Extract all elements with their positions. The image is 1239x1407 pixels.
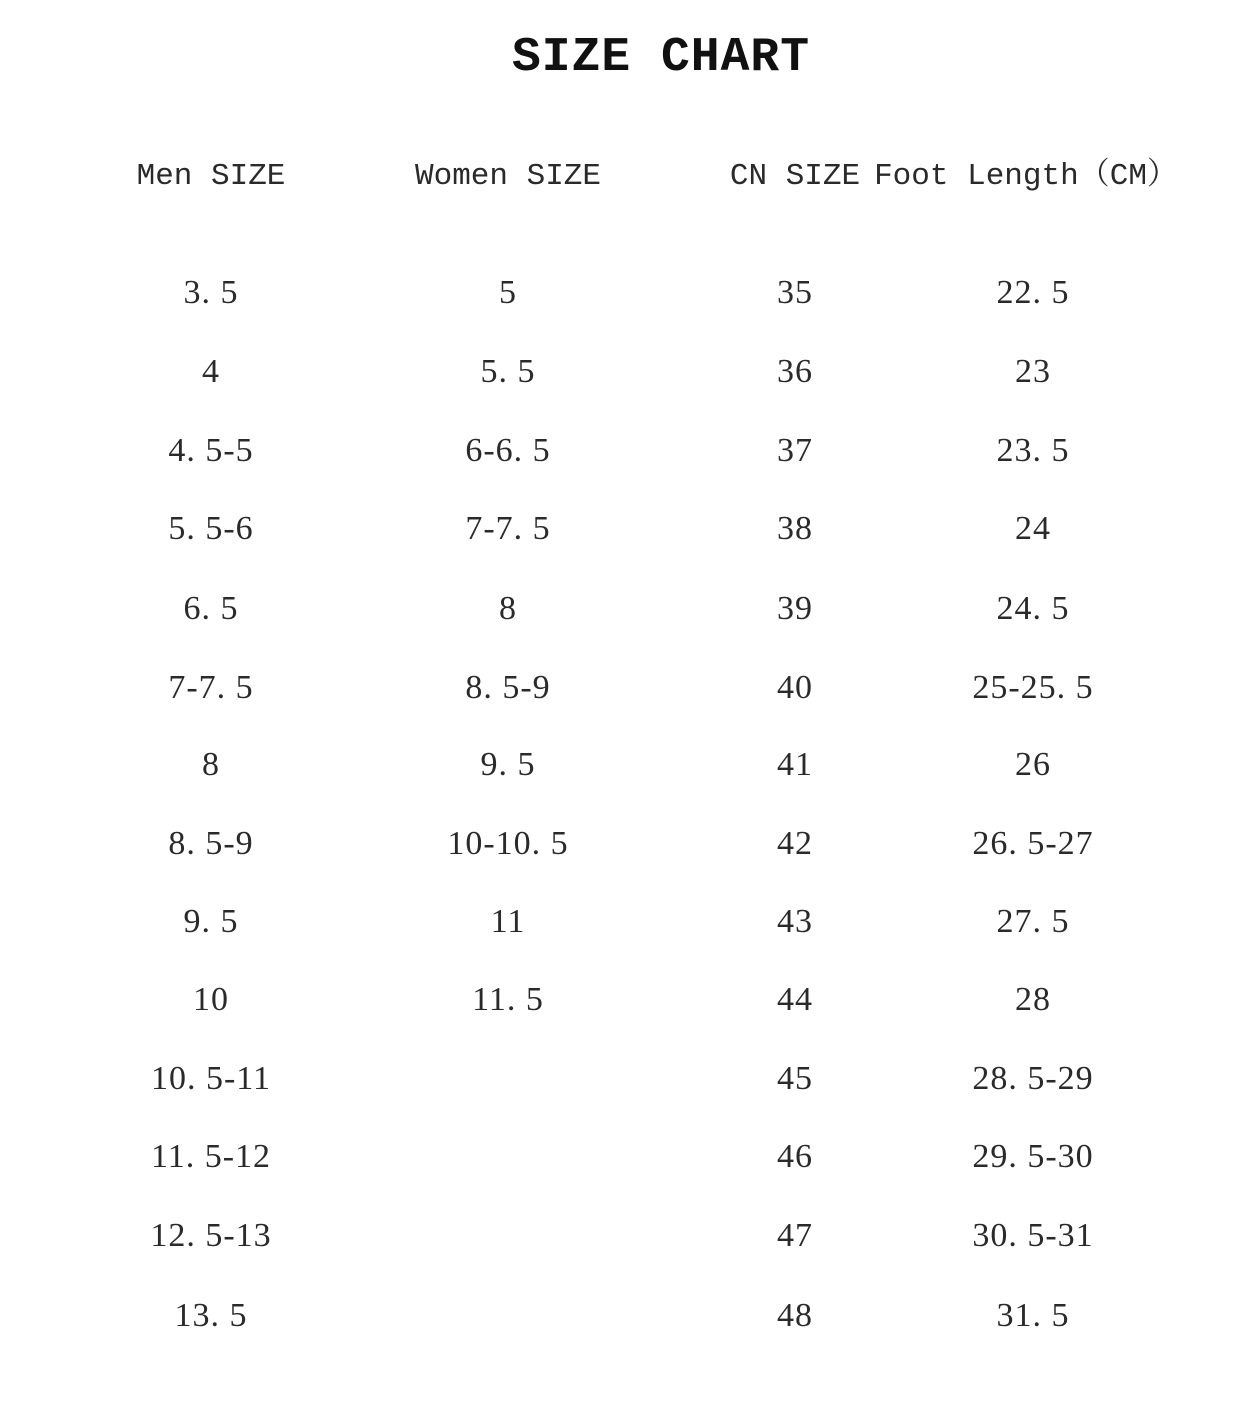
cell-foot-length: 23. 5 <box>996 432 1070 469</box>
cell-foot-length: 30. 5-31 <box>972 1217 1094 1254</box>
cell-cn-size: 36 <box>777 353 813 390</box>
cell-foot-length: 28 <box>1015 981 1051 1018</box>
cell-foot-length: 28. 5-29 <box>972 1060 1094 1097</box>
cell-women-size: 11. 5 <box>472 981 544 1018</box>
cell-women-size: 5 <box>499 274 517 311</box>
cell-cn-size: 45 <box>777 1060 813 1097</box>
column-header-men-size: Men SIZE <box>136 159 286 194</box>
cell-men-size: 13. 5 <box>174 1297 248 1334</box>
cell-men-size: 10 <box>193 981 229 1018</box>
cell-men-size: 7-7. 5 <box>168 669 254 706</box>
cell-cn-size: 35 <box>777 274 813 311</box>
cell-men-size: 12. 5-13 <box>150 1217 272 1254</box>
cell-men-size: 10. 5-11 <box>150 1060 272 1097</box>
cell-cn-size: 46 <box>777 1138 813 1175</box>
cell-foot-length: 29. 5-30 <box>972 1138 1094 1175</box>
column-header-cn-size: CN SIZE <box>729 159 861 194</box>
cell-cn-size: 47 <box>777 1217 813 1254</box>
cell-cn-size: 41 <box>777 746 813 783</box>
column-header-foot-length: Foot Length（CM） <box>874 159 1178 194</box>
cell-foot-length: 26. 5-27 <box>972 825 1094 862</box>
cell-women-size: 11 <box>490 903 526 940</box>
cell-women-size: 9. 5 <box>480 746 536 783</box>
cell-foot-length: 25-25. 5 <box>972 669 1094 706</box>
cell-women-size: 8. 5-9 <box>465 669 551 706</box>
cell-women-size: 10-10. 5 <box>447 825 569 862</box>
cell-men-size: 8 <box>202 746 220 783</box>
column-header-women-size: Women SIZE <box>414 159 602 194</box>
cell-cn-size: 37 <box>777 432 813 469</box>
cell-cn-size: 43 <box>777 903 813 940</box>
page-title: SIZE CHART <box>511 31 811 85</box>
cell-men-size: 11. 5-12 <box>150 1138 272 1175</box>
cell-cn-size: 40 <box>777 669 813 706</box>
cell-foot-length: 24 <box>1015 510 1051 547</box>
cell-women-size: 5. 5 <box>480 353 536 390</box>
cell-cn-size: 38 <box>777 510 813 547</box>
cell-men-size: 4 <box>202 353 220 390</box>
cell-women-size: 8 <box>499 590 517 627</box>
cell-men-size: 6. 5 <box>183 590 239 627</box>
cell-foot-length: 26 <box>1015 746 1051 783</box>
cell-cn-size: 44 <box>777 981 813 1018</box>
cell-men-size: 9. 5 <box>183 903 239 940</box>
cell-foot-length: 24. 5 <box>996 590 1070 627</box>
cell-men-size: 3. 5 <box>183 274 239 311</box>
cell-cn-size: 39 <box>777 590 813 627</box>
cell-men-size: 4. 5-5 <box>168 432 254 469</box>
cell-men-size: 5. 5-6 <box>168 510 254 547</box>
cell-women-size: 6-6. 5 <box>465 432 551 469</box>
cell-cn-size: 48 <box>777 1297 813 1334</box>
cell-foot-length: 22. 5 <box>996 274 1070 311</box>
cell-women-size: 7-7. 5 <box>465 510 551 547</box>
cell-foot-length: 27. 5 <box>996 903 1070 940</box>
cell-men-size: 8. 5-9 <box>168 825 254 862</box>
cell-foot-length: 31. 5 <box>996 1297 1070 1334</box>
cell-cn-size: 42 <box>777 825 813 862</box>
cell-foot-length: 23 <box>1015 353 1051 390</box>
